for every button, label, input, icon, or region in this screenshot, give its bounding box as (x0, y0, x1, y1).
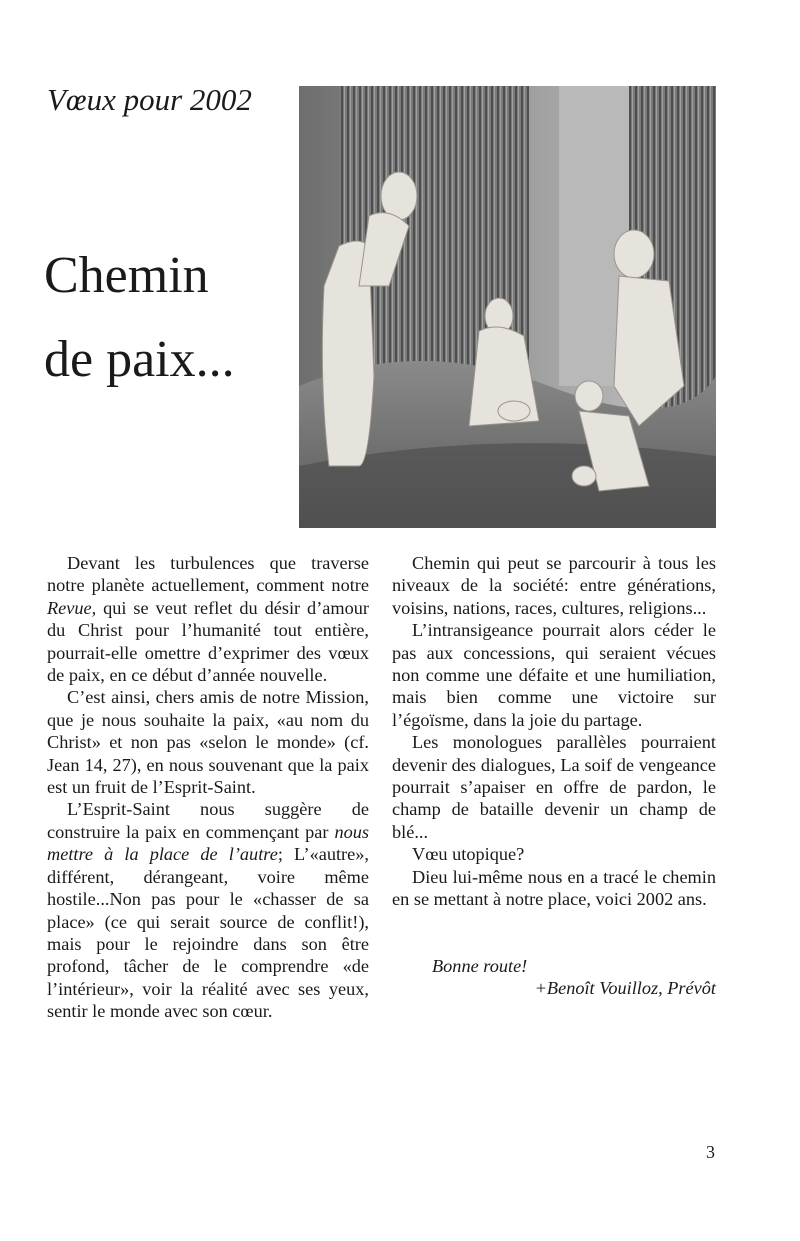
nativity-scene-illustration (299, 86, 716, 528)
paragraph: C’est ainsi, chers amis de notre Mission, que je nous souhaite la paix, «au nom du Christ» et non pas «selon le monde» (cf. Jean 14, 27), en nous souvenant que la paix est un fruit de l’Esprit-Saint. (47, 687, 369, 798)
text-run: L’Esprit-Saint nous suggère de construire la paix en commençant par (47, 799, 369, 842)
text-run: qui se veut reflet du désir d’amour du Christ pour l’humanité tout entière, pourrait-elle omettre d’exprimer des vœux de paix, en ce début d’année nouvelle. (47, 597, 369, 686)
paragraph (47, 798, 369, 1022)
article-left-column (47, 552, 369, 1023)
closing-greeting: Bonne route! (432, 955, 528, 976)
paragraph: Les monologues parallèles pourraient devenir des dialogues, La soif de vengeance pourrait s’apaiser en offre de pardon, le champ de bataille devenir un champ de blé... (392, 732, 716, 842)
text-emphasis: nous mettre à la place de l’autre (47, 821, 369, 865)
paragraph (47, 552, 369, 686)
paragraph: L’intransigeance pourrait alors céder le pas aux concessions, qui seraient vécues non comme une défaite et une humiliation, mais bien comme une victoire sur l’égoïsme, dans la joie du partage. (392, 620, 716, 730)
page-number: 3 (706, 1142, 715, 1162)
section-kicker: Vœux pour 2002 (47, 82, 252, 117)
paragraph: Chemin qui peut se parcourir à tous les niveaux de la société: entre générations, voisins, nations, races, cultures, religions... (392, 553, 716, 618)
spacer (392, 933, 716, 955)
paragraph: Dieu lui-même nous en a tracé le chemin en se mettant à notre place, voici 2002 ans. (392, 866, 716, 910)
spacer (392, 911, 716, 933)
paragraph: Vœu utopique? (412, 844, 525, 865)
signature: +Benoît Vouilloz, Prévôt (534, 977, 716, 998)
article-title (44, 234, 294, 402)
text-run: Devant les turbulences que traverse notre planète actuellement, comment notre (47, 553, 369, 596)
title-line-2: de paix... (44, 331, 235, 388)
title-line-1: Chemin (44, 247, 209, 304)
text-run: ; L’«autre», différent, dérangeant, voire même hostile...Non pas pour le «chasser de sa place» (ce qui serait source de conflit!), mais pour le rejoindre dans son être profond, tâcher de le comprendre «de l’intérieur», voir la réalité avec ses yeux, sentir le monde avec son cœur. (47, 844, 369, 1022)
nativity-photo (299, 86, 716, 528)
article-right-column (392, 552, 716, 999)
text-emphasis: Revue, (47, 597, 97, 618)
